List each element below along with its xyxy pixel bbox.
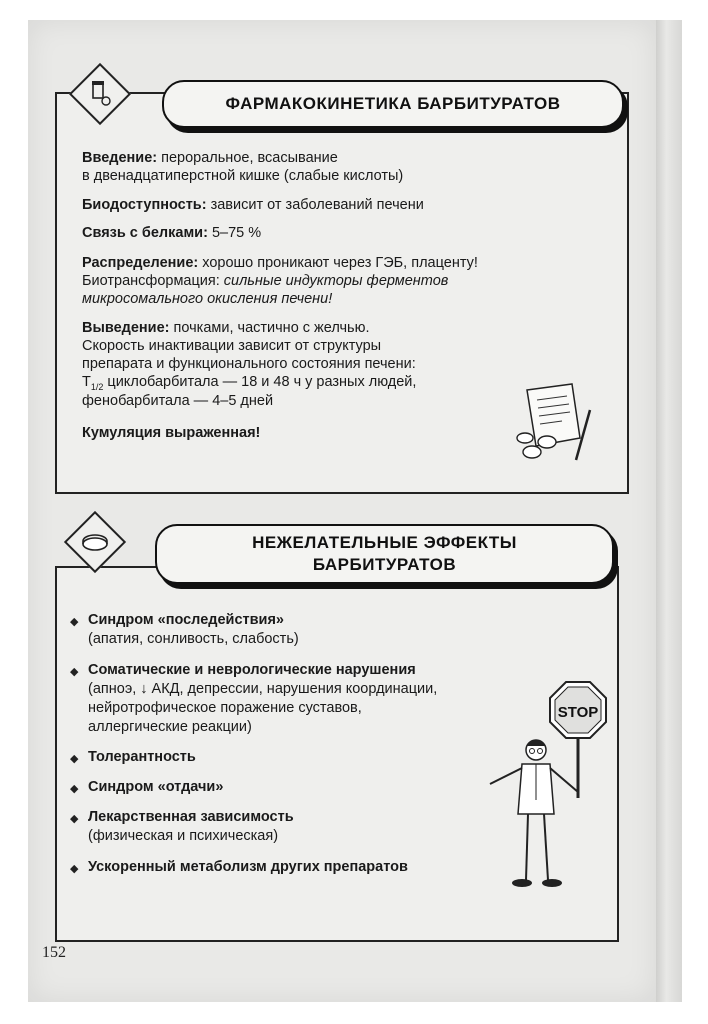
biotransformation-line: Биотрансформация: сильные индукторы ферментов [82,273,449,289]
page-number: 152 [42,944,66,961]
bullet-icon: ◆ [70,813,79,825]
title-line-1: НЕЖЕЛАТЕЛЬНЫЕ ЭФФЕКТЫ [252,533,517,552]
item-2-title: Соматические и неврологические нарушения [88,662,416,678]
item-5-detail: (физическая и психическая) [88,828,279,844]
item-2-detail-3: аллергические реакции) [88,719,252,735]
rate-line-2: препарата и функционального состояния печени: [82,356,416,372]
phenobarbital-line: фенобарбитала — 4–5 дней [82,393,274,409]
tablet-icon [75,522,115,562]
protein-binding-line: Связь с белками: 5–75 % [82,225,262,241]
next-page-edge [656,20,682,1002]
document-pills-illustration [492,380,612,470]
item-1-title: Синдром «последействия» [88,612,284,628]
bioavailability-line: Биодоступность: зависит от заболеваний печени [82,197,424,213]
biotransformation-line-2: микросомального окисления печени! [82,291,333,307]
bullet-icon: ◆ [70,863,79,875]
bullet-icon: ◆ [70,666,79,678]
item-6-title: Ускоренный метаболизм других препаратов [88,859,408,875]
half-life-line: $T_{1/2}$ циклобарбитала — 18 и 48 ч у разных людей, [82,374,417,392]
item-3-title: Толерантность [88,749,196,765]
title-text: ФАРМАКОКИНЕТИКА БАРБИТУРАТОВ [225,94,561,113]
item-1-detail: (апатия, сонливость, слабость) [88,631,299,647]
item-5-title: Лекарственная зависимость [88,809,294,825]
rate-line-1: Скорость инактивации зависит от структуры [82,338,382,354]
bullet-icon: ◆ [70,783,79,795]
excretion-line: Выведение: почками, частично с желчью. [82,320,370,336]
intro-line: Введение: пероральное, всасывание [82,150,338,166]
pill-bottle-icon [80,74,120,114]
item-2-detail-2: нейротрофическое поражение суставов, [88,700,362,716]
distribution-line: Распределение: хорошо проникают через ГЭБ, плаценту! [82,255,478,271]
bullet-icon: ◆ [70,616,79,628]
man-with-stop-sign-illustration [478,680,613,895]
side-effects-title [155,524,614,584]
intro-line-2: в двенадцатиперстной кишке (слабые кислоты) [82,168,404,184]
stop-sign-text: STOP [557,704,599,721]
item-4-title: Синдром «отдачи» [88,779,224,795]
pharmacokinetics-title [162,80,624,128]
cumulation-line: Кумуляция выраженная! [82,425,261,441]
item-2-detail-1: (апноэ, ↓ АКД, депрессии, нарушения координации, [88,681,438,697]
title-line-2: БАРБИТУРАТОВ [312,555,457,574]
bullet-icon: ◆ [70,753,79,765]
